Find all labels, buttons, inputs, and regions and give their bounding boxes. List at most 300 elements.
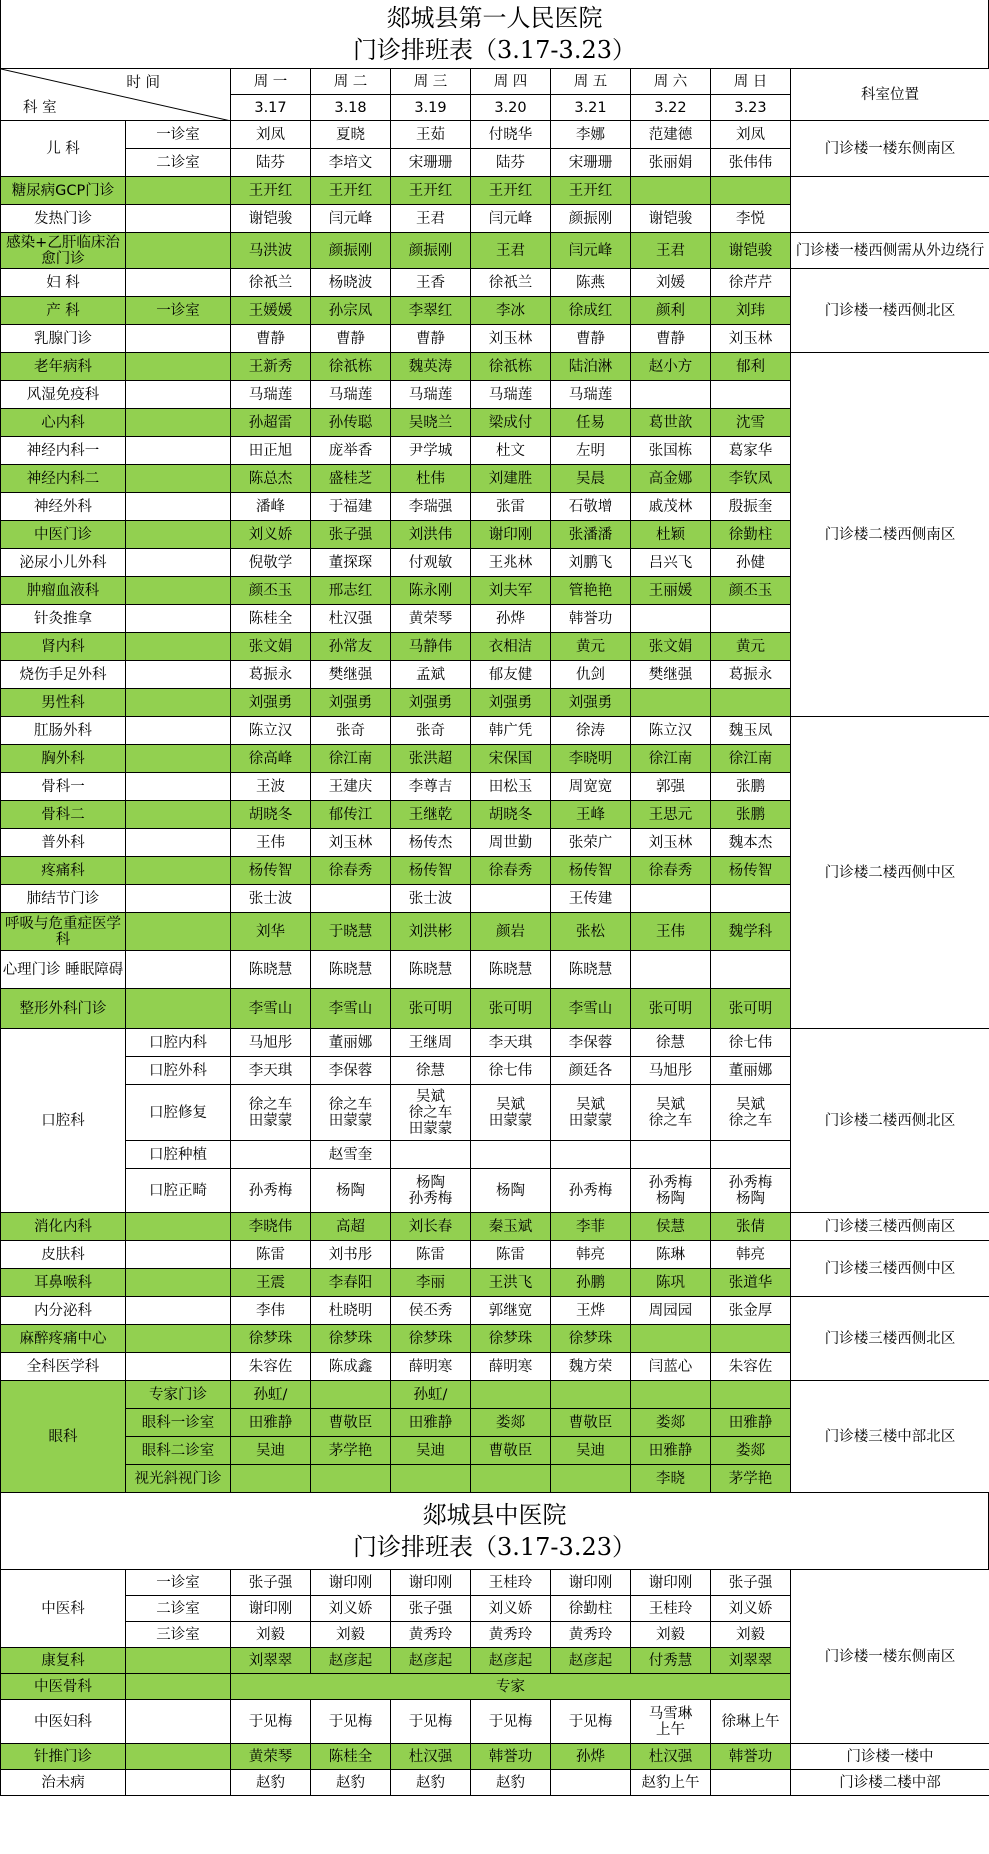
doctor-cell: 张士波 xyxy=(231,885,311,913)
department-location: 门诊楼二楼西侧中区 xyxy=(791,717,989,1029)
hospital2-title xyxy=(0,1493,989,1569)
doctor-cell: 李春阳 xyxy=(311,1269,391,1297)
doctor-cell: 徐春秀 xyxy=(471,857,551,885)
doctor-cell: 王洪飞 xyxy=(471,1269,551,1297)
clinic-room xyxy=(126,1770,231,1796)
doctor-cell: 王开红 xyxy=(231,177,311,205)
header-date: 3.22 xyxy=(631,95,711,121)
hospital2-subtitle: 门诊排班表（3.17-3.23） xyxy=(353,1533,636,1561)
doctor-cell: 孙烨 xyxy=(471,605,551,633)
doctor-cell: 葛家华 xyxy=(711,437,791,465)
doctor-cell: 王震 xyxy=(231,1269,311,1297)
table-row xyxy=(1,353,989,381)
doctor-cell: 陆泊淋 xyxy=(551,353,631,381)
doctor-cell: 李雪山 xyxy=(311,989,391,1029)
department-name: 麻醉疼痛中心 xyxy=(1,1325,126,1353)
doctor-cell xyxy=(631,381,711,409)
clinic-room xyxy=(126,577,231,605)
doctor-cell: 陈燕 xyxy=(551,269,631,297)
doctor-cell: 吴斌 徐之车 xyxy=(711,1085,791,1141)
clinic-room: 口腔种植 xyxy=(126,1141,231,1169)
doctor-cell: 郁传江 xyxy=(311,801,391,829)
clinic-room xyxy=(126,409,231,437)
header-time-label: 时 间 xyxy=(126,75,160,91)
doctor-cell: 赵小方 xyxy=(631,353,711,381)
department-name: 神经外科 xyxy=(1,493,126,521)
doctor-cell: 曹敬臣 xyxy=(311,1409,391,1437)
department-location: 门诊楼三楼西侧中区 xyxy=(791,1241,989,1297)
doctor-cell: 杜文 xyxy=(471,437,551,465)
table-row xyxy=(1,1770,989,1796)
doctor-cell: 李钦凤 xyxy=(711,465,791,493)
department-name: 妇 科 xyxy=(1,269,126,297)
doctor-cell: 徐七伟 xyxy=(471,1057,551,1085)
doctor-cell: 颜振刚 xyxy=(551,205,631,233)
doctor-cell: 张雷 xyxy=(471,493,551,521)
doctor-cell: 刘强勇 xyxy=(311,689,391,717)
doctor-cell xyxy=(631,177,711,205)
header-day: 周 一 xyxy=(231,69,311,95)
doctor-cell: 范建德 xyxy=(631,121,711,149)
doctor-cell: 仇剑 xyxy=(551,661,631,689)
doctor-cell: 徐江南 xyxy=(311,745,391,773)
doctor-cell xyxy=(711,605,791,633)
doctor-cell: 徐梦珠 xyxy=(551,1325,631,1353)
doctor-cell: 徐之车 田蒙蒙 xyxy=(231,1085,311,1141)
doctor-cell: 殷振奎 xyxy=(711,493,791,521)
doctor-cell: 陈立汉 xyxy=(231,717,311,745)
doctor-cell: 谢铠骏 xyxy=(631,205,711,233)
department-name: 心理门诊 睡眠障碍 xyxy=(1,951,126,989)
doctor-cell: 邢志红 xyxy=(311,577,391,605)
clinic-room xyxy=(126,1648,231,1674)
clinic-room xyxy=(126,633,231,661)
doctor-cell: 梁成付 xyxy=(471,409,551,437)
doctor-cell: 颜振刚 xyxy=(391,233,471,269)
doctor-cell: 宋珊珊 xyxy=(551,149,631,177)
doctor-cell: 王继乾 xyxy=(391,801,471,829)
doctor-cell: 谢印刚 xyxy=(311,1570,391,1596)
doctor-cell: 王茹 xyxy=(391,121,471,149)
doctor-cell: 赵彦起 xyxy=(471,1648,551,1674)
doctor-cell xyxy=(711,885,791,913)
doctor-cell: 郁利 xyxy=(711,353,791,381)
clinic-room xyxy=(126,325,231,353)
doctor-cell: 王君 xyxy=(631,233,711,269)
doctor-cell: 魏本杰 xyxy=(711,829,791,857)
doctor-cell: 颜岩 xyxy=(471,913,551,951)
doctor-cell xyxy=(471,1141,551,1169)
doctor-cell: 杜汉强 xyxy=(391,1744,471,1770)
doctor-cell: 徐慧 xyxy=(631,1029,711,1057)
clinic-room: 口腔正畸 xyxy=(126,1169,231,1213)
doctor-cell: 徐春秀 xyxy=(311,857,391,885)
doctor-cell xyxy=(711,1141,791,1169)
doctor-cell: 马瑞莲 xyxy=(391,381,471,409)
table-row xyxy=(1,269,989,297)
doctor-cell: 韩誉功 xyxy=(551,605,631,633)
doctor-cell: 杨传杰 xyxy=(391,829,471,857)
doctor-cell: 刘翠翠 xyxy=(711,1648,791,1674)
department-name: 治未病 xyxy=(1,1770,126,1796)
doctor-cell: 徐高峰 xyxy=(231,745,311,773)
department-name: 康复科 xyxy=(1,1648,126,1674)
clinic-room xyxy=(126,829,231,857)
clinic-room xyxy=(126,493,231,521)
doctor-cell: 刘夫军 xyxy=(471,577,551,605)
doctor-cell: 张伟伟 xyxy=(711,149,791,177)
clinic-room xyxy=(126,801,231,829)
header-day: 周 四 xyxy=(471,69,551,95)
header-day: 周 三 xyxy=(391,69,471,95)
doctor-cell xyxy=(631,689,711,717)
doctor-cell: 赵豹 xyxy=(471,1770,551,1796)
doctor-cell: 刘强勇 xyxy=(391,689,471,717)
department-name: 骨科一 xyxy=(1,773,126,801)
doctor-cell: 王桂玲 xyxy=(631,1596,711,1622)
doctor-cell: 刘毅 xyxy=(711,1622,791,1648)
doctor-cell: 李天琪 xyxy=(471,1029,551,1057)
doctor-cell: 陈桂全 xyxy=(311,1744,391,1770)
doctor-cell: 胡晓冬 xyxy=(231,801,311,829)
clinic-room: 口腔内科 xyxy=(126,1029,231,1057)
doctor-cell: 宋珊珊 xyxy=(391,149,471,177)
doctor-cell: 陈立汉 xyxy=(631,717,711,745)
department-name: 老年病科 xyxy=(1,353,126,381)
doctor-cell: 张可明 xyxy=(711,989,791,1029)
clinic-room: 二诊室 xyxy=(126,149,231,177)
doctor-cell: 曹静 xyxy=(551,325,631,353)
doctor-cell: 黄荣琴 xyxy=(231,1744,311,1770)
doctor-cell: 葛世歆 xyxy=(631,409,711,437)
doctor-cell: 孙宗凤 xyxy=(311,297,391,325)
doctor-cell: 刘玉林 xyxy=(711,325,791,353)
doctor-cell: 王丽媛 xyxy=(631,577,711,605)
doctor-cell: 杜晓明 xyxy=(311,1297,391,1325)
doctor-cell: 刘强勇 xyxy=(471,689,551,717)
department-name: 内分泌科 xyxy=(1,1297,126,1325)
doctor-cell: 陈雷 xyxy=(391,1241,471,1269)
doctor-cell xyxy=(711,1381,791,1409)
doctor-cell: 王继周 xyxy=(391,1029,471,1057)
doctor-cell: 王开红 xyxy=(471,177,551,205)
doctor-cell: 孙秀梅 杨陶 xyxy=(631,1169,711,1213)
doctor-cell: 刘洪伟 xyxy=(391,521,471,549)
department-location: 门诊楼二楼中部 xyxy=(791,1770,989,1796)
department-name: 风湿免疫科 xyxy=(1,381,126,409)
doctor-cell: 田雅静 xyxy=(391,1409,471,1437)
department-name: 心内科 xyxy=(1,409,126,437)
department-name: 口腔科 xyxy=(1,1029,126,1213)
doctor-cell: 陈雷 xyxy=(471,1241,551,1269)
doctor-cell: 王思元 xyxy=(631,801,711,829)
header-date: 3.20 xyxy=(471,95,551,121)
doctor-cell: 高金娜 xyxy=(631,465,711,493)
doctor-cell: 赵雪奎 xyxy=(311,1141,391,1169)
table-row xyxy=(1,1744,989,1770)
doctor-cell: 韩亮 xyxy=(551,1241,631,1269)
doctor-cell: 张道华 xyxy=(711,1269,791,1297)
table-row xyxy=(1,1570,989,1596)
clinic-room: 视光斜视门诊 xyxy=(126,1465,231,1493)
doctor-cell: 朱容佐 xyxy=(231,1353,311,1381)
doctor-cell: 黄秀玲 xyxy=(391,1622,471,1648)
department-name: 乳腺门诊 xyxy=(1,325,126,353)
department-name: 疼痛科 xyxy=(1,857,126,885)
department-name: 发热门诊 xyxy=(1,205,126,233)
doctor-cell: 杨陶 孙秀梅 xyxy=(391,1169,471,1213)
doctor-cell: 吴斌 田蒙蒙 xyxy=(551,1085,631,1141)
doctor-cell: 刘玉林 xyxy=(311,829,391,857)
doctor-cell: 郭强 xyxy=(631,773,711,801)
clinic-room: 专家门诊 xyxy=(126,1381,231,1409)
doctor-cell: 陈晓慧 xyxy=(231,951,311,989)
doctor-cell: 徐江南 xyxy=(631,745,711,773)
doctor-cell: 葛振永 xyxy=(231,661,311,689)
doctor-cell: 李冰 xyxy=(471,297,551,325)
doctor-cell: 谢印刚 xyxy=(391,1570,471,1596)
doctor-cell: 吴迪 xyxy=(391,1437,471,1465)
doctor-cell: 杨传智 xyxy=(551,857,631,885)
doctor-cell: 张可明 xyxy=(391,989,471,1029)
doctor-cell: 张可明 xyxy=(631,989,711,1029)
doctor-cell: 徐祇兰 xyxy=(231,269,311,297)
doctor-cell: 周世勤 xyxy=(471,829,551,857)
doctor-cell: 沈雪 xyxy=(711,409,791,437)
doctor-cell: 曹静 xyxy=(311,325,391,353)
doctor-cell xyxy=(631,1325,711,1353)
doctor-cell: 赵彦起 xyxy=(391,1648,471,1674)
doctor-cell: 徐祇栋 xyxy=(311,353,391,381)
clinic-room: 眼科二诊室 xyxy=(126,1437,231,1465)
department-name: 糖尿病GCP门诊 xyxy=(1,177,126,205)
doctor-cell: 刘义娇 xyxy=(311,1596,391,1622)
doctor-cell: 吴晓兰 xyxy=(391,409,471,437)
doctor-cell: 陈琳 xyxy=(631,1241,711,1269)
department-location: 门诊楼三楼中部北区 xyxy=(791,1381,989,1493)
doctor-cell: 娄郯 xyxy=(631,1409,711,1437)
doctor-cell: 张鹏 xyxy=(711,773,791,801)
clinic-room xyxy=(126,951,231,989)
doctor-cell xyxy=(631,1381,711,1409)
doctor-cell xyxy=(551,1141,631,1169)
doctor-cell: 宋保国 xyxy=(471,745,551,773)
doctor-cell: 于见梅 xyxy=(471,1700,551,1744)
clinic-room: 口腔修复 xyxy=(126,1085,231,1141)
doctor-cell: 魏学科 xyxy=(711,913,791,951)
doctor-cell: 陆芬 xyxy=(231,149,311,177)
doctor-cell: 陈成鑫 xyxy=(311,1353,391,1381)
doctor-cell: 王君 xyxy=(471,233,551,269)
doctor-cell: 魏方荣 xyxy=(551,1353,631,1381)
clinic-room xyxy=(126,717,231,745)
department-name: 中医科 xyxy=(1,1570,126,1648)
doctor-cell: 徐芹芹 xyxy=(711,269,791,297)
header-corner xyxy=(1,69,231,121)
department-location: 门诊楼一楼中 xyxy=(791,1744,989,1770)
doctor-cell: 李晓伟 xyxy=(231,1213,311,1241)
department-name: 产 科 xyxy=(1,297,126,325)
department-location: 门诊楼三楼西侧北区 xyxy=(791,1297,989,1381)
clinic-room: 眼科一诊室 xyxy=(126,1409,231,1437)
clinic-room xyxy=(126,177,231,205)
doctor-cell: 曹敬臣 xyxy=(471,1437,551,1465)
doctor-cell: 刘翠翠 xyxy=(231,1648,311,1674)
doctor-cell: 田正旭 xyxy=(231,437,311,465)
doctor-cell: 张子强 xyxy=(391,1596,471,1622)
doctor-cell: 杜颖 xyxy=(631,521,711,549)
doctor-cell: 李丽 xyxy=(391,1269,471,1297)
doctor-cell xyxy=(471,885,551,913)
department-name: 感染+乙肝临床治愈门诊 xyxy=(1,233,126,269)
doctor-cell: 侯慧 xyxy=(631,1213,711,1241)
doctor-cell: 王君 xyxy=(391,205,471,233)
doctor-cell: 杜伟 xyxy=(391,465,471,493)
doctor-cell: 王伟 xyxy=(631,913,711,951)
hospital1-subtitle: 门诊排班表（3.17-3.23） xyxy=(353,36,636,64)
clinic-room xyxy=(126,1297,231,1325)
doctor-cell: 韩广凭 xyxy=(471,717,551,745)
doctor-cell: 王波 xyxy=(231,773,311,801)
doctor-cell: 樊继强 xyxy=(311,661,391,689)
doctor-cell: 于福建 xyxy=(311,493,391,521)
doctor-cell: 侯丕秀 xyxy=(391,1297,471,1325)
department-name: 消化内科 xyxy=(1,1213,126,1241)
doctor-cell: 徐梦珠 xyxy=(391,1325,471,1353)
header-date: 3.21 xyxy=(551,95,631,121)
doctor-cell: 胡晓冬 xyxy=(471,801,551,829)
doctor-cell: 马洪波 xyxy=(231,233,311,269)
doctor-cell: 黄秀玲 xyxy=(551,1622,631,1648)
department-name: 男性科 xyxy=(1,689,126,717)
doctor-cell: 赵豹 xyxy=(391,1770,471,1796)
doctor-cell: 魏玉凤 xyxy=(711,717,791,745)
doctor-cell: 庞举香 xyxy=(311,437,391,465)
table-row xyxy=(1,1241,989,1269)
doctor-cell: 刘强勇 xyxy=(231,689,311,717)
doctor-cell: 王开红 xyxy=(311,177,391,205)
doctor-cell: 秦玉斌 xyxy=(471,1213,551,1241)
doctor-cell: 闫蓝心 xyxy=(631,1353,711,1381)
header-date: 3.18 xyxy=(311,95,391,121)
doctor-cell: 闫元峰 xyxy=(551,233,631,269)
doctor-cell: 刘凤 xyxy=(711,121,791,149)
doctor-cell: 李尊吉 xyxy=(391,773,471,801)
clinic-room xyxy=(126,1744,231,1770)
doctor-cell xyxy=(631,951,711,989)
doctor-cell: 杨陶 xyxy=(471,1169,551,1213)
doctor-cell: 杨传智 xyxy=(391,857,471,885)
doctor-cell: 于见梅 xyxy=(391,1700,471,1744)
doctor-cell: 刘华 xyxy=(231,913,311,951)
department-name: 神经内科二 xyxy=(1,465,126,493)
doctor-cell: 颜振刚 xyxy=(311,233,391,269)
doctor-cell: 曹静 xyxy=(391,325,471,353)
doctor-cell: 张洪超 xyxy=(391,745,471,773)
header-day: 周 二 xyxy=(311,69,391,95)
doctor-cell: 李保蓉 xyxy=(551,1029,631,1057)
header-dept-label: 科 室 xyxy=(23,100,57,116)
table-row xyxy=(1,1381,989,1409)
doctor-cell: 吴斌 徐之车 xyxy=(631,1085,711,1141)
doctor-cell xyxy=(311,885,391,913)
table-row xyxy=(1,121,989,149)
doctor-cell: 王烨 xyxy=(551,1297,631,1325)
doctor-cell: 刘义娇 xyxy=(231,521,311,549)
clinic-room xyxy=(126,1353,231,1381)
doctor-cell: 曹静 xyxy=(231,325,311,353)
doctor-cell xyxy=(631,605,711,633)
department-location: 门诊楼二楼西侧北区 xyxy=(791,1029,989,1213)
doctor-cell: 尹学城 xyxy=(391,437,471,465)
doctor-cell: 戚茂林 xyxy=(631,493,711,521)
department-name: 整形外科门诊 xyxy=(1,989,126,1029)
doctor-cell: 陈桂全 xyxy=(231,605,311,633)
doctor-cell: 王新秀 xyxy=(231,353,311,381)
doctor-cell: 赵彦起 xyxy=(551,1648,631,1674)
doctor-cell: 茅学艳 xyxy=(711,1465,791,1493)
department-location: 门诊楼一楼西侧北区 xyxy=(791,269,989,353)
clinic-room xyxy=(126,205,231,233)
doctor-cell: 杨传智 xyxy=(231,857,311,885)
department-name: 胸外科 xyxy=(1,745,126,773)
doctor-cell: 吴晨 xyxy=(551,465,631,493)
doctor-cell: 吴斌 徐之车 田蒙蒙 xyxy=(391,1085,471,1141)
doctor-cell: 马旭彤 xyxy=(231,1029,311,1057)
clinic-room xyxy=(126,1674,231,1700)
department-name: 泌尿小儿外科 xyxy=(1,549,126,577)
header-day: 周 六 xyxy=(631,69,711,95)
clinic-room xyxy=(126,353,231,381)
doctor-cell: 陈晓慧 xyxy=(551,951,631,989)
doctor-cell xyxy=(471,1381,551,1409)
doctor-cell: 张荣广 xyxy=(551,829,631,857)
doctor-cell: 徐祇兰 xyxy=(471,269,551,297)
doctor-cell: 张子强 xyxy=(231,1570,311,1596)
doctor-cell: 马瑞莲 xyxy=(231,381,311,409)
doctor-cell: 孙烨 xyxy=(551,1744,631,1770)
doctor-cell: 田松玉 xyxy=(471,773,551,801)
doctor-cell: 王传建 xyxy=(551,885,631,913)
clinic-room: 一诊室 xyxy=(126,121,231,149)
doctor-cell: 刘凤 xyxy=(231,121,311,149)
doctor-cell: 李晓明 xyxy=(551,745,631,773)
doctor-cell: 付观敏 xyxy=(391,549,471,577)
doctor-cell: 张子强 xyxy=(711,1570,791,1596)
doctor-cell: 娄郯 xyxy=(711,1437,791,1465)
doctor-cell: 董丽娜 xyxy=(311,1029,391,1057)
clinic-room xyxy=(126,745,231,773)
clinic-room xyxy=(126,381,231,409)
table-row xyxy=(1,177,989,205)
doctor-cell: 赵豹 xyxy=(311,1770,391,1796)
doctor-cell xyxy=(391,1465,471,1493)
doctor-cell: 孟斌 xyxy=(391,661,471,689)
doctor-cell: 李保蓉 xyxy=(311,1057,391,1085)
doctor-cell: 杨晓波 xyxy=(311,269,391,297)
clinic-room xyxy=(126,233,231,269)
doctor-cell: 颜利 xyxy=(631,297,711,325)
doctor-cell: 谢印刚 xyxy=(631,1570,711,1596)
doctor-cell: 李娜 xyxy=(551,121,631,149)
doctor-cell xyxy=(711,1770,791,1796)
clinic-room xyxy=(126,989,231,1029)
doctor-cell: 张奇 xyxy=(311,717,391,745)
doctor-cell: 陈晓慧 xyxy=(311,951,391,989)
doctor-cell: 孙秀梅 xyxy=(231,1169,311,1213)
department-name: 耳鼻喉科 xyxy=(1,1269,126,1297)
department-name: 儿 科 xyxy=(1,121,126,177)
